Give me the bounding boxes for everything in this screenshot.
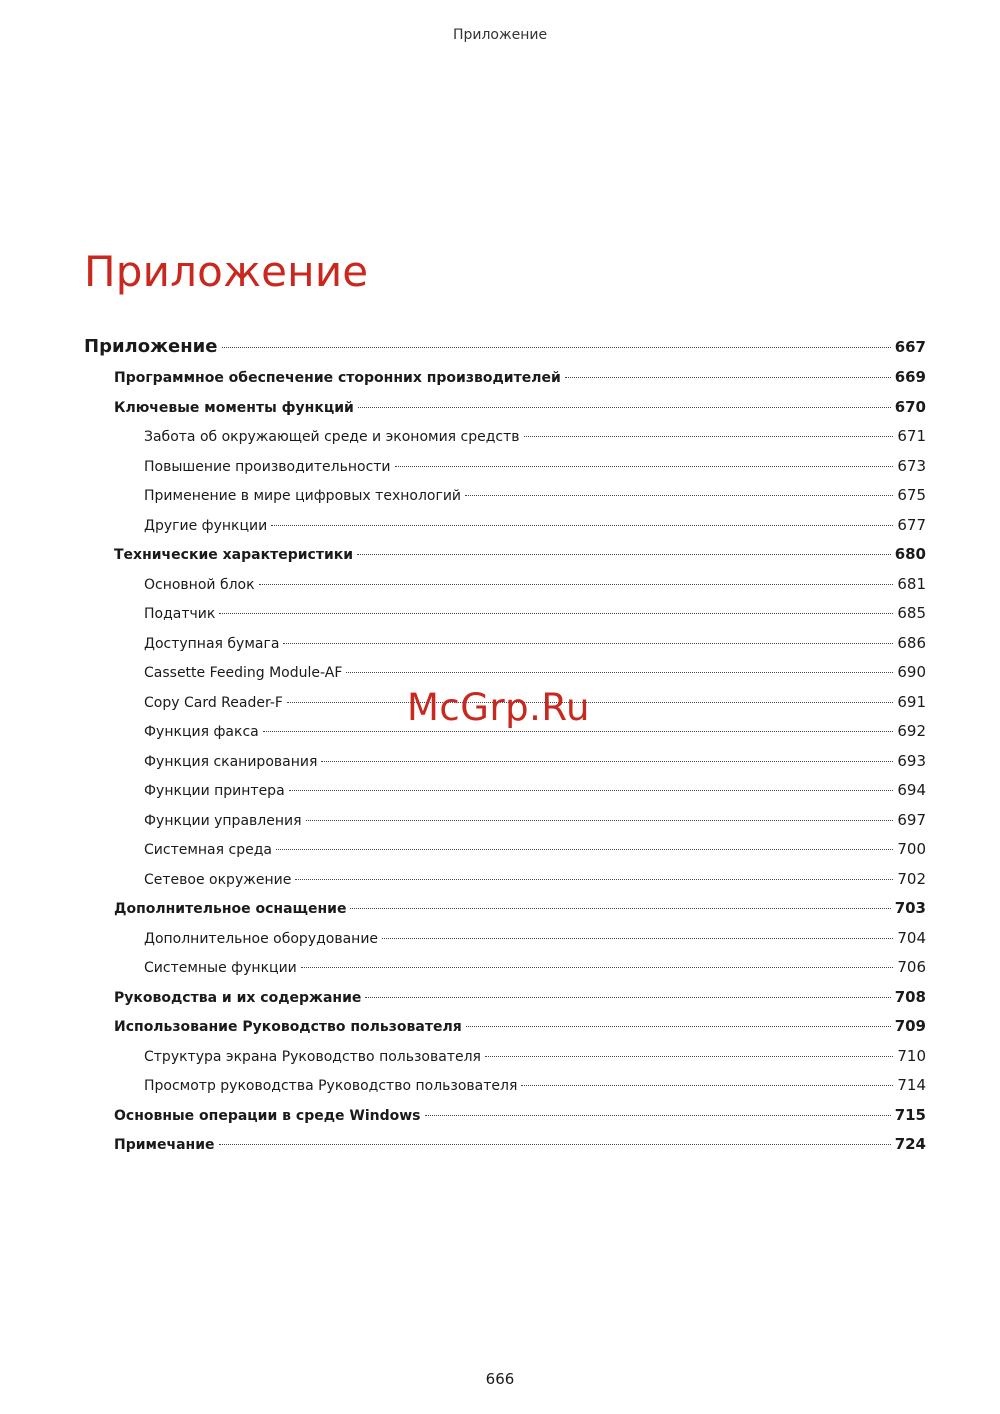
- toc-entry-label: Функции принтера: [144, 783, 285, 799]
- toc-entry-page: 715: [894, 1105, 926, 1124]
- toc-entry[interactable]: [144, 870, 926, 888]
- toc-entry-page: 708: [894, 987, 926, 1006]
- dot-leader: [465, 495, 893, 496]
- dot-leader: [287, 702, 893, 703]
- dot-leader: [271, 525, 893, 526]
- toc-entry[interactable]: [84, 336, 926, 357]
- toc-entry-page: 703: [894, 899, 926, 917]
- toc-entry-page: 681: [897, 574, 926, 593]
- toc-entry-page: 694: [897, 781, 926, 799]
- dot-leader: [219, 1144, 891, 1145]
- toc-entry[interactable]: [144, 840, 926, 858]
- toc-entry-page: 673: [897, 456, 926, 475]
- toc-entry-page: 704: [897, 928, 926, 947]
- toc-entry-page: 669: [894, 368, 926, 386]
- toc-entry-page: 693: [897, 751, 926, 770]
- dot-leader: [357, 554, 891, 555]
- toc-entry-page: 692: [897, 722, 926, 740]
- toc-entry-page: 714: [897, 1076, 926, 1094]
- toc-entry-page: 670: [894, 397, 926, 416]
- toc-entry-page: 702: [897, 869, 926, 888]
- toc-entry-page: 671: [897, 427, 926, 445]
- toc-entry-label: Использование Руководство пользователя: [114, 1019, 462, 1035]
- toc-entry-label: Сетевое окружение: [144, 871, 292, 888]
- toc-entry[interactable]: [144, 604, 926, 622]
- chapter-title: Приложение: [84, 247, 369, 296]
- toc-entry[interactable]: [144, 958, 926, 976]
- toc-entry-label: Функция сканирования: [144, 753, 318, 770]
- toc-entry[interactable]: [144, 752, 926, 770]
- toc-entry-page: 691: [897, 692, 926, 711]
- toc-entry[interactable]: [114, 1135, 926, 1153]
- dot-leader: [466, 1026, 891, 1027]
- dot-leader: [295, 879, 893, 880]
- toc-entry-label: Примечание: [114, 1137, 215, 1153]
- toc-entry-label: Дополнительное оборудование: [144, 930, 379, 947]
- dot-leader: [395, 466, 894, 467]
- toc-entry-page: 667: [894, 338, 926, 356]
- toc-entry-label: Забота об окружающей среде и экономия средств: [144, 429, 520, 445]
- toc-entry-page: 724: [894, 1135, 926, 1153]
- toc-entry[interactable]: [144, 516, 926, 534]
- dot-leader: [358, 407, 891, 408]
- toc-entry-page: 709: [894, 1017, 926, 1035]
- toc-entry-label: Просмотр руководства Руководство пользователя: [144, 1078, 518, 1094]
- toc-entry-label: Технические характеристики: [114, 547, 354, 563]
- toc-entry[interactable]: [144, 929, 926, 947]
- toc-entry-page: 680: [894, 545, 926, 563]
- toc-entry-label: Доступная бумага: [144, 635, 280, 652]
- page-number: 666: [485, 1370, 515, 1388]
- toc-entry[interactable]: [114, 988, 926, 1006]
- toc-entry-label: Приложение: [84, 336, 218, 357]
- dot-leader: [350, 908, 890, 909]
- dot-leader: [259, 584, 894, 585]
- dot-leader: [524, 436, 894, 437]
- running-header: Приложение: [452, 27, 548, 43]
- toc-entry[interactable]: [144, 781, 926, 799]
- toc-entry-page: 697: [897, 810, 926, 829]
- toc-entry-label: Функция факса: [144, 724, 259, 740]
- dot-leader: [283, 643, 893, 644]
- toc-entry[interactable]: [114, 1106, 926, 1124]
- toc-entry-label: Ключевые моменты функций: [114, 399, 354, 416]
- dot-leader: [222, 347, 891, 348]
- toc-entry[interactable]: [114, 1017, 926, 1035]
- dot-leader: [346, 672, 893, 673]
- toc-entry[interactable]: [144, 575, 926, 593]
- toc-entry-page: 690: [897, 663, 926, 681]
- toc-entry-label: Cassette Feeding Module-AF: [144, 665, 343, 681]
- dot-leader: [382, 938, 893, 939]
- dot-leader: [521, 1085, 893, 1086]
- toc-entry[interactable]: [144, 1076, 926, 1094]
- toc-entry[interactable]: [144, 486, 926, 504]
- toc-entry-label: Повышение производительности: [144, 458, 391, 475]
- toc-entry-label: Применение в мире цифровых технологий: [144, 488, 462, 504]
- dot-leader: [306, 820, 894, 821]
- dot-leader: [263, 731, 894, 732]
- toc-entry[interactable]: [114, 398, 926, 416]
- toc-entry[interactable]: [144, 457, 926, 475]
- toc-entry-page: 700: [897, 840, 926, 858]
- dot-leader: [219, 613, 893, 614]
- dot-leader: [276, 849, 893, 850]
- dot-leader: [485, 1056, 893, 1057]
- dot-leader: [301, 967, 894, 968]
- toc-entry[interactable]: [144, 427, 926, 445]
- toc-entry[interactable]: [114, 899, 926, 917]
- toc-entry-label: Податчик: [144, 606, 216, 622]
- toc-entry-page: 685: [897, 604, 926, 622]
- toc-entry-page: 710: [897, 1046, 926, 1065]
- toc-entry-label: Другие функции: [144, 517, 268, 534]
- dot-leader: [425, 1115, 891, 1116]
- dot-leader: [565, 377, 891, 378]
- toc-entry-label: Системные функции: [144, 960, 297, 976]
- toc-entry-page: 706: [897, 958, 926, 976]
- toc-entry-label: Дополнительное оснащение: [114, 901, 347, 917]
- toc-entry-label: Структура экрана Руководство пользователя: [144, 1048, 481, 1065]
- toc-entry[interactable]: [144, 663, 926, 681]
- toc-entry-label: Основные операции в среде Windows: [114, 1107, 421, 1124]
- toc-entry-label: Руководства и их содержание: [114, 989, 362, 1006]
- toc-entry-page: 677: [897, 515, 926, 534]
- toc-entry-page: 675: [897, 486, 926, 504]
- toc-entry-label: Программное обеспечение сторонних производителей: [114, 370, 561, 386]
- toc-entry[interactable]: [144, 1047, 926, 1065]
- dot-leader: [321, 761, 893, 762]
- toc-entry-label: Системная среда: [144, 842, 272, 858]
- toc-entry[interactable]: [114, 545, 926, 563]
- dot-leader: [365, 997, 890, 998]
- toc-entry-label: Copy Card Reader-F: [144, 694, 283, 711]
- dot-leader: [289, 790, 894, 791]
- toc-entry-label: Функции управления: [144, 812, 302, 829]
- toc-entry[interactable]: [114, 368, 926, 386]
- toc-entry-page: 686: [897, 633, 926, 652]
- toc-entry-label: Основной блок: [144, 576, 255, 593]
- toc-entry[interactable]: [144, 811, 926, 829]
- toc-entry[interactable]: [144, 634, 926, 652]
- watermark: McGrp.Ru: [407, 686, 590, 729]
